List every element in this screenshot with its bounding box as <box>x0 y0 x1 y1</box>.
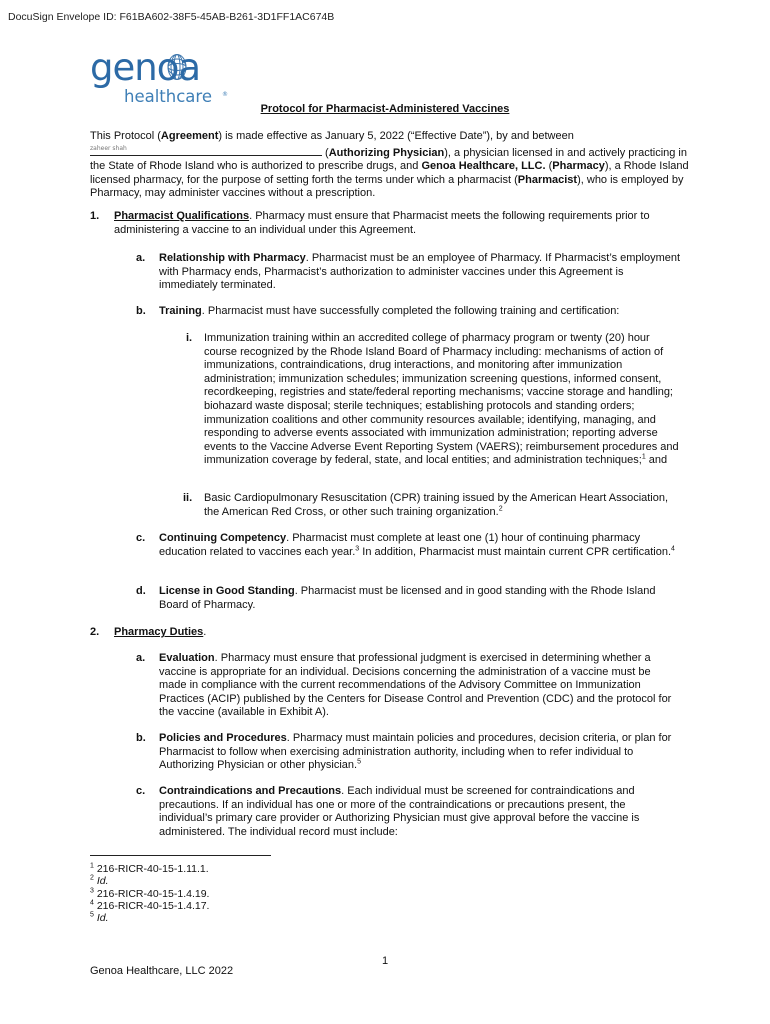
logo-brand-text: genoa <box>90 50 201 89</box>
section-1d-paragraph: License in Good Standing. Pharmacist must be licensed and in good standing with the Rhode Island Board of Pharmacy. <box>159 585 656 611</box>
footnote-4: $^4$ 216-RICR-40-15-1.4.17. <box>90 899 210 912</box>
section-1c-label: c. <box>136 532 146 544</box>
footnote-2: $^2$ Id. <box>90 874 109 887</box>
section-1b-ii-paragraph: Basic Cardiopulmonary Resuscitation (CPR) training issued by the American Heart Association, the American Red Cross, or other such training organization.$^2$ <box>204 492 669 518</box>
section-1c-paragraph: Continuing Competency. Pharmacist must complete at least one (1) hour of continuing pharmacy education related to vaccines each year.$^3$ In addition, Pharmacist must maintain current CPR certification.$^4$ <box>159 532 675 558</box>
footnote-separator <box>90 855 271 856</box>
section-1a-label: a. <box>136 252 146 264</box>
section-2a-paragraph: Evaluation. Pharmacy must ensure that professional judgment is exercised in determining whether a vaccine is appropriate for an individual. Decisions concerning the administration of a vaccine must be made in compliance with the current recommendations of the Advisory Committee on Immunization Practices (ACIP) published by the Centers for Disease Control and Prevention (CDC) and the protocol for the vaccine (available in Exhibit A). <box>159 652 672 719</box>
section-2c-label: c. <box>136 785 146 797</box>
logo-registered-mark: ® <box>222 91 228 98</box>
section-2-paragraph: Pharmacy Duties. <box>114 626 207 638</box>
section-2c-paragraph: Contraindications and Precautions. Each individual must be screened for contraindications and precautions. If an individual has one or more of the contraindications or precautions present, the individual’s primary care provider or Authorizing Physician must give approval before the vaccine is administered. The individual record must include: <box>159 785 640 838</box>
page-number: 1 <box>381 955 389 967</box>
section-1b-i-label: i. <box>186 332 193 344</box>
section-1a-paragraph: Relationship with Pharmacy. Pharmacist must be an employee of Pharmacy. If Pharmacist’s employment with Pharmacy ends, Pharmacist’s authorization to administer vaccines under this Agreement is immediately terminated. <box>159 252 681 292</box>
section-2-number: 2. <box>90 626 100 638</box>
section-1-number: 1. <box>90 210 100 222</box>
signer-name: zaheer shah <box>90 144 127 152</box>
section-1b-ii-label: ii. <box>183 492 193 504</box>
footnote-5: $^5$ Id. <box>90 911 109 924</box>
signature-line <box>90 144 322 156</box>
section-1b-label: b. <box>136 305 146 317</box>
section-2b-label: b. <box>136 732 146 744</box>
section-2a-label: a. <box>136 652 146 664</box>
footnote-3: $^3$ 216-RICR-40-15-1.4.19. <box>90 887 210 900</box>
section-1-heading: Pharmacist Qualifications <box>114 210 250 222</box>
logo-sub-text: healthcare <box>124 87 212 106</box>
document-title: Protocol for Pharmacist-Administered Vaccines <box>260 103 510 115</box>
docusign-envelope-id: DocuSign Envelope ID: F61BA602-38F5-45AB-B261-3D1FF1AC674B <box>8 11 335 23</box>
section-1-paragraph: Pharmacist Qualifications. Pharmacy must ensure that Pharmacist meets the following requirements prior to administering a vaccine to an individual under this Agreement. <box>114 210 650 236</box>
section-2-heading: Pharmacy Duties <box>114 626 204 638</box>
section-1d-label: d. <box>136 585 146 597</box>
page-footer: Genoa Healthcare, LLC 2022 <box>90 965 234 977</box>
footnote-1: $^1$ 216-RICR-40-15-1.11.1. <box>90 862 209 875</box>
section-1b-i-paragraph: Immunization training within an accredited college of pharmacy program or twenty (20) hour course recognized by the Rhode Island Board of Pharmacy including: mechanisms of action of immunizations, contraindications, drug interactions, and monitoring after immunization administration; immunization schedules; immunization screening questions, informed consent, recordkeeping, registries and state/federal reporting mechanisms; vaccine storage and handling; biohazard waste disposal; sterile techniques; establishing protocols and standing orders; immunization coalitions and other community resources available; identifying, managing, and responding to adverse events associated with immunization administration; reporting adverse events to the Vaccine Adverse Event Reporting System (VAERS); reimbursement procedures and immunization coverage by federal, state, and local entities; and administration techniques;$^1$ and <box>204 332 679 467</box>
intro-paragraph: This Protocol (Agreement) is made effective as January 5, 2022 (“Effective Date”), by and between zaheer shah (Authorizing Physician), a physician licensed in and actively practicing in the State of Rhode Island who is authorized to prescribe drugs, and Genoa Healthcare, LLC. (Pharmacy), a Rhode Island licensed pharmacy, for the purpose of setting forth the terms under which a pharmacist (Pharmacist), who is employed by Pharmacy, may administer vaccines without a prescription. <box>90 130 689 200</box>
section-1b-paragraph: Training. Pharmacist must have successfully completed the following training and certification: <box>159 305 620 317</box>
section-2b-paragraph: Policies and Procedures. Pharmacy must maintain policies and procedures, decision criteria, or plan for Pharmacist to follow when exercising administration authority, including when to refer individual to Authorizing Physician or other physician.$^5$ <box>159 732 672 772</box>
